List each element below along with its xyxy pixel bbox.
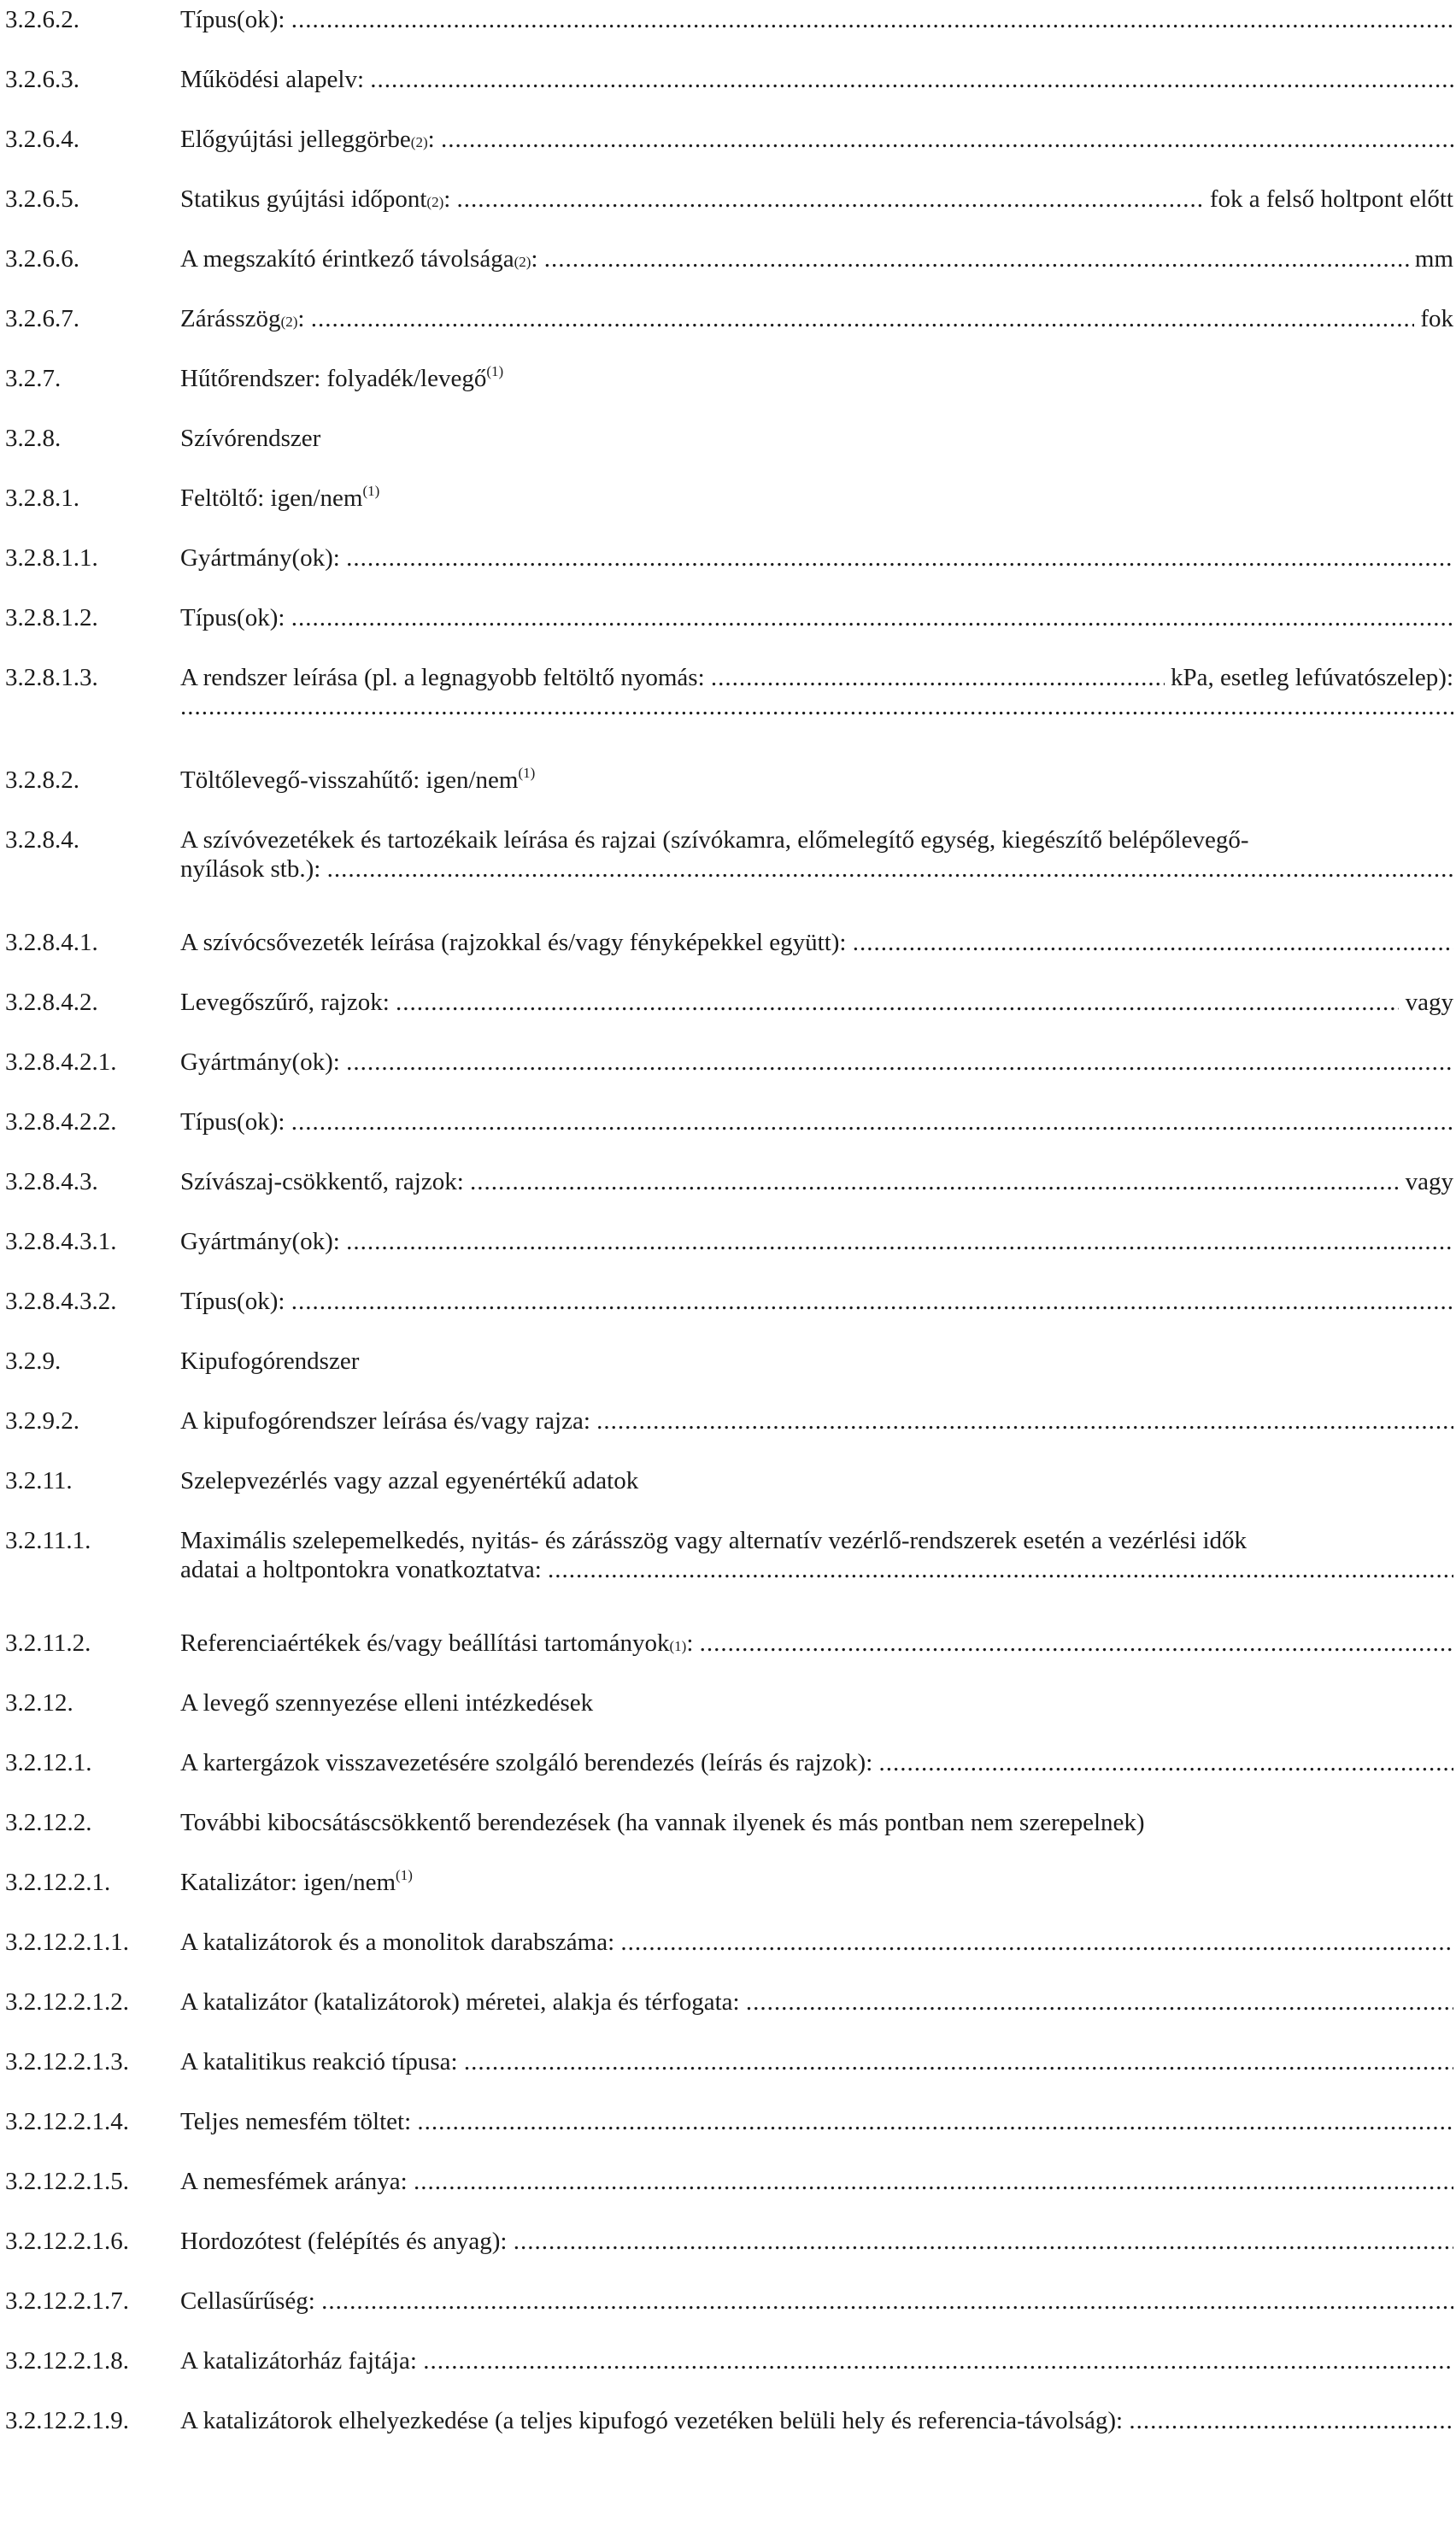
field-description	[180, 825, 1453, 884]
field-description	[180, 1808, 1453, 1837]
section-number: 3.2.9.2.	[5, 1407, 79, 1435]
label-text: A katalizátor (katalizátorok) méretei, alakja és térfogata:	[180, 1988, 746, 2016]
section-number: 3.2.7.	[5, 365, 62, 392]
text-line	[180, 1987, 1453, 2017]
field-description	[180, 1748, 1453, 1777]
label-text: A katalitikus reakció típusa:	[180, 2048, 464, 2075]
text-line	[180, 2227, 1453, 2256]
section-number: 3.2.12.2.1.5.	[5, 2168, 129, 2195]
field-description	[180, 304, 1453, 333]
label-text: Gyártmány(ok):	[180, 1228, 347, 1255]
text-line	[180, 2406, 1453, 2435]
field-description	[180, 424, 1453, 453]
text-line	[180, 1688, 1453, 1717]
field-description	[180, 1406, 1453, 1435]
label-text: A megszakító érintkező távolsága	[180, 245, 514, 273]
text-line: Statikus gyújtási időpont (2) : ..... fok a felső holtpont előtt	[180, 185, 1453, 214]
dotted-leader-fill[interactable]	[548, 1555, 1453, 1584]
section-number: 3.2.6.7.	[5, 305, 79, 332]
dotted-leader-fill[interactable]	[457, 185, 1204, 214]
section-number: 3.2.11.2.	[5, 1629, 91, 1657]
text-line	[180, 1107, 1453, 1136]
text-line	[180, 2287, 1453, 2316]
section-number: 3.2.11.	[5, 1467, 73, 1494]
section-number: 3.2.9.	[5, 1347, 62, 1375]
section-number: 3.2.12.2.1.	[5, 1869, 111, 1896]
text-line	[180, 766, 1453, 795]
section-number: 3.2.8.4.1.	[5, 929, 98, 956]
label-text: Maximális szelepemelkedés, nyitás- és zárásszög vagy alternatív vezérlő-rendszerek esetén a vezérlési idők	[180, 1527, 1248, 1554]
label-text: Teljes nemesfém töltet:	[180, 2108, 418, 2135]
field-description	[180, 1526, 1453, 1584]
text-line	[180, 1748, 1453, 1777]
label-text: Feltöltő: igen/nem	[180, 484, 363, 512]
section-number: 3.2.11.1.	[5, 1527, 91, 1554]
label-text: A kipufogórendszer leírása és/vagy rajza:	[180, 1407, 597, 1435]
section-number: 3.2.8.4.3.1.	[5, 1228, 117, 1255]
label-text: Típus(ok):	[180, 1108, 291, 1136]
text-line	[180, 2107, 1453, 2136]
label-text: :	[531, 245, 544, 273]
field-description	[180, 125, 1453, 154]
label-text: A kartergázok visszavezetésére szolgáló berendezés (leírás és rajzok):	[180, 1749, 879, 1776]
section-number: 3.2.8.1.	[5, 484, 79, 512]
field-description	[180, 244, 1453, 273]
field-description	[180, 1048, 1453, 1077]
dotted-leader-fill[interactable]	[423, 2346, 1453, 2375]
text-line	[180, 692, 1453, 721]
field-description	[180, 1167, 1453, 1196]
label-text: A szívóvezetékek és tartozékaik leírása és rajzai (szívókamra, előmelegítő egység, kiegészítő belépőlevegő-	[180, 826, 1249, 854]
field-description	[180, 1688, 1453, 1717]
field-description	[180, 364, 1453, 393]
text-line: Előgyújtási jelleggörbe (2) : .....	[180, 125, 1453, 154]
dotted-leader-fill[interactable]	[311, 304, 1414, 333]
label-text: :	[427, 126, 441, 153]
field-description	[180, 65, 1453, 94]
field-description	[180, 663, 1453, 721]
label-text: vagy	[1399, 1168, 1453, 1195]
section-number: 3.2.8.1.3.	[5, 664, 98, 691]
section-number: 3.2.6.5.	[5, 185, 79, 213]
label-text: vagy	[1399, 989, 1453, 1016]
section-number: 3.2.6.2.	[5, 6, 79, 33]
text-line	[180, 928, 1453, 957]
label-text: Működési alapelv:	[180, 66, 371, 93]
label-text: :	[686, 1629, 700, 1657]
dotted-leader-fill[interactable]	[544, 244, 1409, 273]
text-line	[180, 364, 1453, 393]
dotted-leader-fill[interactable]	[470, 1167, 1399, 1196]
text-line	[180, 1406, 1453, 1435]
label-text: A szívócsővezeték leírása (rajzokkal és/vagy fényképekkel együtt):	[180, 929, 853, 956]
text-line	[180, 825, 1453, 854]
label-text: adatai a holtpontokra vonatkoztatva:	[180, 1556, 549, 1583]
field-description	[180, 185, 1453, 214]
field-description	[180, 2107, 1453, 2136]
section-number: 3.2.12.2.1.1.	[5, 1929, 129, 1956]
label-text: Referenciaértékek és/vagy beállítási tartományok	[180, 1629, 670, 1657]
label-text: Szívászaj-csökkentő, rajzok:	[180, 1168, 471, 1195]
field-description	[180, 928, 1453, 957]
label-text: fok a felső holtpont előtt	[1203, 185, 1453, 213]
label-text: :	[443, 185, 457, 213]
text-line	[180, 1048, 1453, 1077]
dotted-leader-fill[interactable]	[464, 2047, 1453, 2076]
section-number: 3.2.6.4.	[5, 126, 79, 153]
field-description	[180, 1347, 1453, 1376]
dotted-leader-fill[interactable]	[180, 692, 1453, 721]
label-text: A katalizátorház fajtája:	[180, 2347, 424, 2375]
label-text: Gyártmány(ok):	[180, 544, 347, 572]
dotted-leader-fill[interactable]	[291, 603, 1453, 632]
label-text: Szívórendszer	[180, 425, 321, 452]
label-text: mm	[1408, 245, 1453, 273]
label-text: Kipufogórendszer	[180, 1347, 360, 1375]
label-text: A levegő szennyezése elleni intézkedések	[180, 1689, 594, 1717]
field-description	[180, 2047, 1453, 2076]
field-description	[180, 5, 1453, 34]
dotted-leader-fill[interactable]	[396, 988, 1399, 1017]
label-text: A rendszer leírása (pl. a legnagyobb feltöltő nyomás:	[180, 664, 711, 691]
label-text: Töltőlevegő-visszahűtő: igen/nem	[180, 766, 519, 794]
text-line: Zárásszög (2) : ..... fok	[180, 304, 1453, 333]
text-line	[180, 854, 1453, 884]
text-line	[180, 65, 1453, 94]
dotted-leader-fill[interactable]	[414, 2167, 1453, 2196]
section-number: 3.2.8.4.3.2.	[5, 1288, 117, 1315]
text-line	[180, 484, 1453, 513]
section-number: 3.2.8.1.2.	[5, 604, 98, 631]
section-number: 3.2.12.2.1.4.	[5, 2108, 129, 2135]
dotted-leader-fill[interactable]	[321, 2287, 1453, 2316]
field-description	[180, 2346, 1453, 2375]
section-number: 3.2.8.4.2.2.	[5, 1108, 117, 1136]
dotted-leader-fill[interactable]	[700, 1629, 1453, 1658]
dotted-leader-fill[interactable]	[711, 663, 1165, 692]
dotted-leader-fill[interactable]	[291, 1287, 1453, 1316]
label-text: Szelepvezérlés vagy azzal egyenértékű adatok	[180, 1467, 639, 1494]
field-description	[180, 2406, 1453, 2435]
section-number: 3.2.12.2.1.6.	[5, 2228, 129, 2255]
label-text: Típus(ok):	[180, 604, 291, 631]
section-number: 3.2.12.2.1.3.	[5, 2048, 129, 2075]
section-number: 3.2.8.4.2.	[5, 989, 98, 1016]
label-text: fok	[1414, 305, 1453, 332]
label-text: A katalizátorok elhelyezkedése (a teljes kipufogó vezetéken belüli hely és referencia-távolság):	[180, 2407, 1130, 2434]
dotted-leader-fill[interactable]	[417, 2107, 1453, 2136]
text-line	[180, 1466, 1453, 1495]
label-text: Zárásszög	[180, 305, 281, 332]
dotted-leader-fill[interactable]	[291, 1107, 1453, 1136]
text-line	[180, 2167, 1453, 2196]
dotted-leader-fill[interactable]	[346, 1048, 1453, 1077]
section-number: 3.2.6.6.	[5, 245, 79, 273]
label-text: kPa, esetleg lefúvatószelep):	[1164, 664, 1453, 691]
section-number: 3.2.12.2.1.9.	[5, 2407, 129, 2434]
dotted-leader-fill[interactable]	[853, 928, 1453, 957]
section-number: 3.2.12.	[5, 1689, 73, 1717]
section-number: 3.2.6.3.	[5, 66, 79, 93]
dotted-leader-fill[interactable]	[346, 1227, 1453, 1256]
text-line	[180, 1526, 1453, 1555]
section-number: 3.2.8.	[5, 425, 62, 452]
section-number: 3.2.8.2.	[5, 766, 79, 794]
field-description	[180, 2167, 1453, 2196]
section-number: 3.2.8.4.3.	[5, 1168, 98, 1195]
field-description	[180, 1466, 1453, 1495]
label-text: nyílások stb.):	[180, 855, 327, 883]
label-text: Hűtőrendszer: folyadék/levegő	[180, 365, 487, 392]
field-description	[180, 2287, 1453, 2316]
section-number: 3.2.12.2.1.8.	[5, 2347, 129, 2375]
section-number: 3.2.12.1.	[5, 1749, 92, 1776]
text-line	[180, 2047, 1453, 2076]
label-text: A katalizátorok és a monolitok darabszáma:	[180, 1929, 621, 1956]
text-line	[180, 1347, 1453, 1376]
dotted-leader-fill[interactable]	[596, 1406, 1453, 1435]
section-number: 3.2.12.2.1.2.	[5, 1988, 129, 2016]
field-description	[180, 1629, 1453, 1658]
text-line	[180, 988, 1453, 1017]
dotted-leader-fill[interactable]	[514, 2227, 1453, 2256]
field-description	[180, 1928, 1453, 1957]
footnote-ref: (1)	[518, 765, 536, 781]
label-text: További kibocsátáscsökkentő berendezések (ha vannak ilyenek és más pontban nem szerepelnek)	[180, 1809, 1145, 1836]
text-line	[180, 424, 1453, 453]
dotted-leader-fill[interactable]	[291, 5, 1453, 34]
section-number: 3.2.8.4.	[5, 826, 79, 854]
text-line	[180, 1287, 1453, 1316]
field-description	[180, 766, 1453, 795]
field-description	[180, 1987, 1453, 2017]
dotted-leader-fill[interactable]	[441, 125, 1453, 154]
field-description	[180, 1287, 1453, 1316]
field-description	[180, 1107, 1453, 1136]
field-description	[180, 484, 1453, 513]
footnote-ref: (1)	[362, 483, 380, 499]
text-line	[180, 603, 1453, 632]
text-line: A megszakító érintkező távolsága (2) : ..... mm	[180, 244, 1453, 273]
label-text: Hordozótest (felépítés és anyag):	[180, 2228, 514, 2255]
dotted-leader-fill[interactable]	[327, 854, 1453, 884]
section-number: 3.2.12.2.	[5, 1809, 92, 1836]
field-description	[180, 543, 1453, 572]
footnote-ref: (1)	[486, 363, 504, 379]
label-text: A nemesfémek aránya:	[180, 2168, 414, 2195]
text-line	[180, 5, 1453, 34]
text-line	[180, 1928, 1453, 1957]
label-text: Cellasűrűség:	[180, 2287, 322, 2315]
text-line: Referenciaértékek és/vagy beállítási tartományok (1) : .....	[180, 1629, 1453, 1658]
dotted-leader-fill[interactable]	[620, 1928, 1453, 1957]
label-text: Katalizátor: igen/nem	[180, 1869, 396, 1896]
label-text: :	[297, 305, 311, 332]
label-text: Gyártmány(ok):	[180, 1048, 347, 1076]
text-line	[180, 1167, 1453, 1196]
label-text: Statikus gyújtási időpont	[180, 185, 427, 213]
field-description	[180, 2227, 1453, 2256]
field-description	[180, 1227, 1453, 1256]
dotted-leader-fill[interactable]	[1129, 2406, 1453, 2435]
label-text: Típus(ok):	[180, 6, 291, 33]
text-line	[180, 1555, 1453, 1584]
field-description	[180, 988, 1453, 1017]
dotted-leader-fill[interactable]	[346, 543, 1453, 572]
label-text: Típus(ok):	[180, 1288, 291, 1315]
field-description	[180, 603, 1453, 632]
text-line	[180, 1227, 1453, 1256]
text-line	[180, 543, 1453, 572]
section-number: 3.2.12.2.1.7.	[5, 2287, 129, 2315]
field-description	[180, 1868, 1453, 1897]
label-text: Levegőszűrő, rajzok:	[180, 989, 396, 1016]
dotted-leader-fill[interactable]	[370, 65, 1453, 94]
text-line	[180, 1868, 1453, 1897]
text-line	[180, 663, 1453, 692]
label-text: Előgyújtási jelleggörbe	[180, 126, 411, 153]
dotted-leader-fill[interactable]	[879, 1748, 1453, 1777]
section-number: 3.2.8.4.2.1.	[5, 1048, 117, 1076]
footnote-ref: (1)	[396, 1867, 413, 1883]
text-line	[180, 2346, 1453, 2375]
dotted-leader-fill[interactable]	[746, 1987, 1453, 2017]
text-line	[180, 1808, 1453, 1837]
section-number: 3.2.8.1.1.	[5, 544, 98, 572]
